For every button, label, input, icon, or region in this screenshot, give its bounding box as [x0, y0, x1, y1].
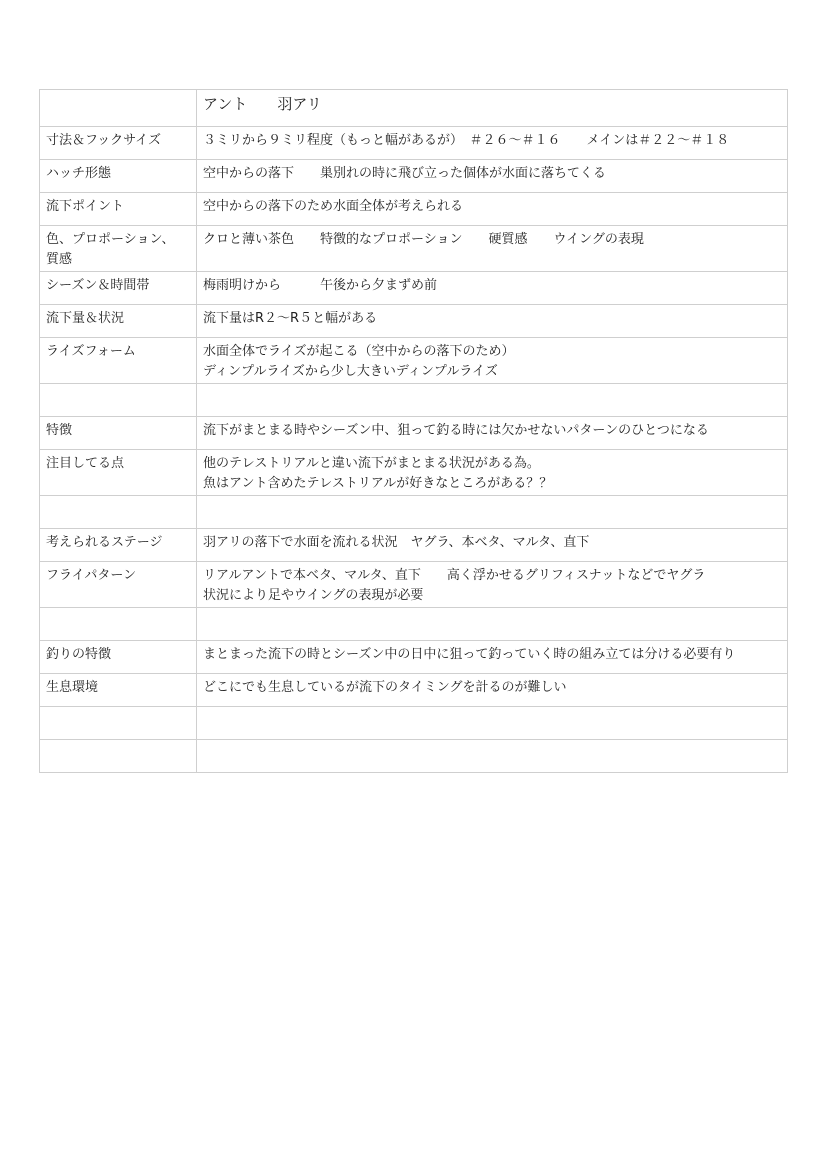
row-value: クロと薄い茶色 特徴的なプロポーション 硬質感 ウイングの表現 [197, 226, 788, 272]
row-value: どこにでも生息しているが流下のタイミングを計るのが難しい [197, 674, 788, 707]
row-label [40, 384, 197, 417]
row-value: ３ミリから９ミリ程度（もっと幅があるが） ＃２６〜＃１６ メインは＃２２〜＃１８ [197, 127, 788, 160]
table-row [40, 127, 788, 160]
row-label: 注目してる点 [40, 450, 197, 496]
row-label: 考えられるステージ [40, 529, 197, 562]
row-value: 流下量はR２〜R５と幅がある [197, 305, 788, 338]
row-value: 梅雨明けから 午後から夕まずめ前 [197, 272, 788, 305]
row-label: フライパターン [40, 562, 197, 608]
table-row [40, 417, 788, 450]
table-row [40, 562, 788, 608]
row-label: 生息環境 [40, 674, 197, 707]
row-value [197, 707, 788, 740]
row-value: 羽アリの落下で水面を流れる状況 ヤグラ、本ベタ、マルタ、直下 [197, 529, 788, 562]
row-value [197, 740, 788, 773]
row-label [40, 496, 197, 529]
title-cell: アント 羽アリ [197, 90, 788, 127]
table-row [40, 272, 788, 305]
table-row-empty [40, 740, 788, 773]
row-value: 水面全体でライズが起こる（空中からの落下のため） ディンプルライズから少し大きいディンプルライズ [197, 338, 788, 384]
table-row-empty [40, 707, 788, 740]
row-label: ハッチ形態 [40, 160, 197, 193]
row-label [40, 707, 197, 740]
title-label-cell [40, 90, 197, 127]
row-label: 釣りの特徴 [40, 641, 197, 674]
title-row [40, 90, 788, 127]
table-row-empty [40, 608, 788, 641]
table-row-empty [40, 496, 788, 529]
row-label: 流下ポイント [40, 193, 197, 226]
row-value: まとまった流下の時とシーズン中の日中に狙って釣っていく時の組み立ては分ける必要有り [197, 641, 788, 674]
row-value: 空中からの落下 巣別れの時に飛び立った個体が水面に落ちてくる [197, 160, 788, 193]
table-row [40, 226, 788, 272]
row-label: ライズフォーム [40, 338, 197, 384]
table-row [40, 305, 788, 338]
row-value [197, 384, 788, 417]
table-row [40, 641, 788, 674]
row-value: 空中からの落下のため水面全体が考えられる [197, 193, 788, 226]
row-label: シーズン＆時間帯 [40, 272, 197, 305]
row-label: 色、プロポーション、 質感 [40, 226, 197, 272]
table-row [40, 450, 788, 496]
row-value: 流下がまとまる時やシーズン中、狙って釣る時には欠かせないパターンのひとつになる [197, 417, 788, 450]
row-value [197, 496, 788, 529]
table-row-empty [40, 384, 788, 417]
info-table [39, 89, 788, 773]
row-label: 流下量＆状況 [40, 305, 197, 338]
row-value: リアルアントで本ベタ、マルタ、直下 高く浮かせるグリフィスナットなどでヤグラ 状況により足やウイングの表現が必要 [197, 562, 788, 608]
row-value [197, 608, 788, 641]
row-label: 寸法＆フックサイズ [40, 127, 197, 160]
table-row [40, 160, 788, 193]
table-row [40, 338, 788, 384]
row-value: 他のテレストリアルと違い流下がまとまる状況がある為。 魚はアント含めたテレストリアルが好きなところがある？？ [197, 450, 788, 496]
row-label: 特徴 [40, 417, 197, 450]
table-row [40, 193, 788, 226]
table-row [40, 529, 788, 562]
row-label [40, 740, 197, 773]
row-label [40, 608, 197, 641]
table-row [40, 674, 788, 707]
